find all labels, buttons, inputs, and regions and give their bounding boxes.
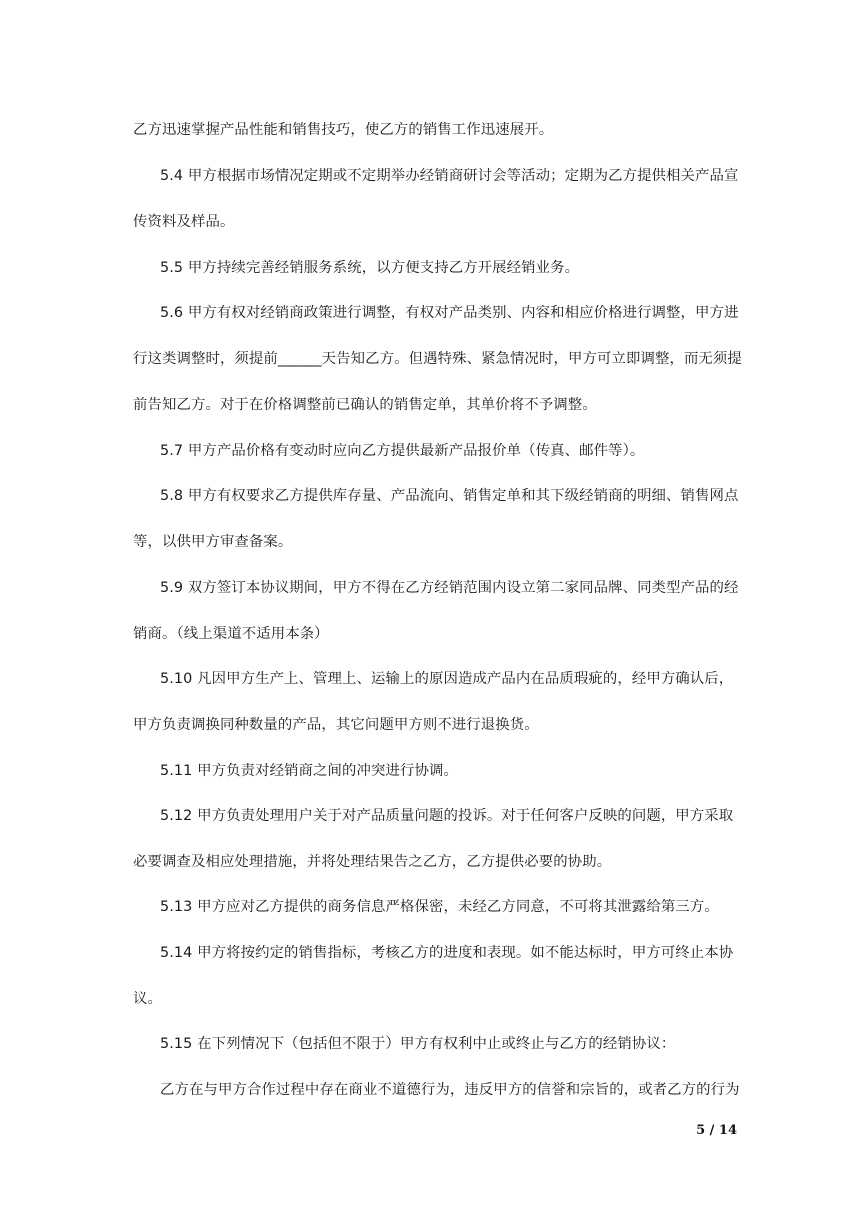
- clause-5-12: 5.12 甲方负责处理用户关于对产品质量问题的投诉。对于任何客户反映的问题，甲方采取: [160, 808, 734, 824]
- clause-5-4: 5.4 甲方根据市场情况定期或不定期举办经销商研讨会等活动；定期为乙方提供相关产品宣: [160, 168, 739, 184]
- clause-5-14: 5.14 甲方将按约定的销售指标，考核乙方的进度和表现。如不能达标时，甲方可终止本协: [160, 945, 734, 961]
- text-line: 等，以供甲方审查备案。: [133, 534, 293, 550]
- text-line: 传资料及样品。: [133, 214, 235, 230]
- clause-5-10: 5.10 凡因甲方生产上、管理上、运输上的原因造成产品内在品质瑕疵的，经甲方确认后，: [160, 671, 734, 687]
- text-line: 前告知乙方。对于在价格调整前已确认的销售定单，其单价将不予调整。: [133, 397, 597, 413]
- clause-5-15: 5.15 在下列情况下（包括但不限于）甲方有权利中止或终止与乙方的经销协议：: [160, 1036, 676, 1052]
- clause-5-11: 5.11 甲方负责对经销商之间的冲突进行协调。: [160, 763, 458, 779]
- text-line: 乙方迅速掌握产品性能和销售技巧，使乙方的销售工作迅速展开。: [133, 122, 554, 138]
- clause-5-8: 5.8 甲方有权要求乙方提供库存量、产品流向、销售定单和其下级经销商的明细、销售网点: [160, 488, 739, 504]
- text-line: 议。: [133, 991, 162, 1007]
- clause-5-7: 5.7 甲方产品价格有变动时应向乙方提供最新产品报价单（传真、邮件等）。: [160, 443, 645, 459]
- clause-5-9: 5.9 双方签订本协议期间，甲方不得在乙方经销范围内设立第二家同品牌、同类型产品的经: [160, 580, 739, 596]
- text-line: 行这类调整时，须提前______天告知乙方。但遇特殊、紧急情况时，甲方可立即调整，而无须提: [133, 351, 742, 367]
- page-number: 5 / 14: [696, 1123, 737, 1138]
- clause-5-5: 5.5 甲方持续完善经销服务系统，以方便支持乙方开展经销业务。: [160, 260, 580, 276]
- text-line: 乙方在与甲方合作过程中存在商业不道德行为，违反甲方的信誉和宗旨的，或者乙方的行为: [160, 1082, 740, 1098]
- text-line: 必要调查及相应处理措施，并将处理结果告之乙方，乙方提供必要的协助。: [133, 854, 612, 870]
- clause-5-13: 5.13 甲方应对乙方提供的商务信息严格保密，未经乙方同意，不可将其泄露给第三方。: [160, 899, 719, 915]
- clause-5-6: 5.6 甲方有权对经销商政策进行调整，有权对产品类别、内容和相应价格进行调整，甲方进: [160, 305, 739, 321]
- text-line: 销商。（线上渠道不适用本条）: [133, 626, 329, 642]
- text-line: 甲方负责调换同种数量的产品，其它问题甲方则不进行退换货。: [133, 717, 539, 733]
